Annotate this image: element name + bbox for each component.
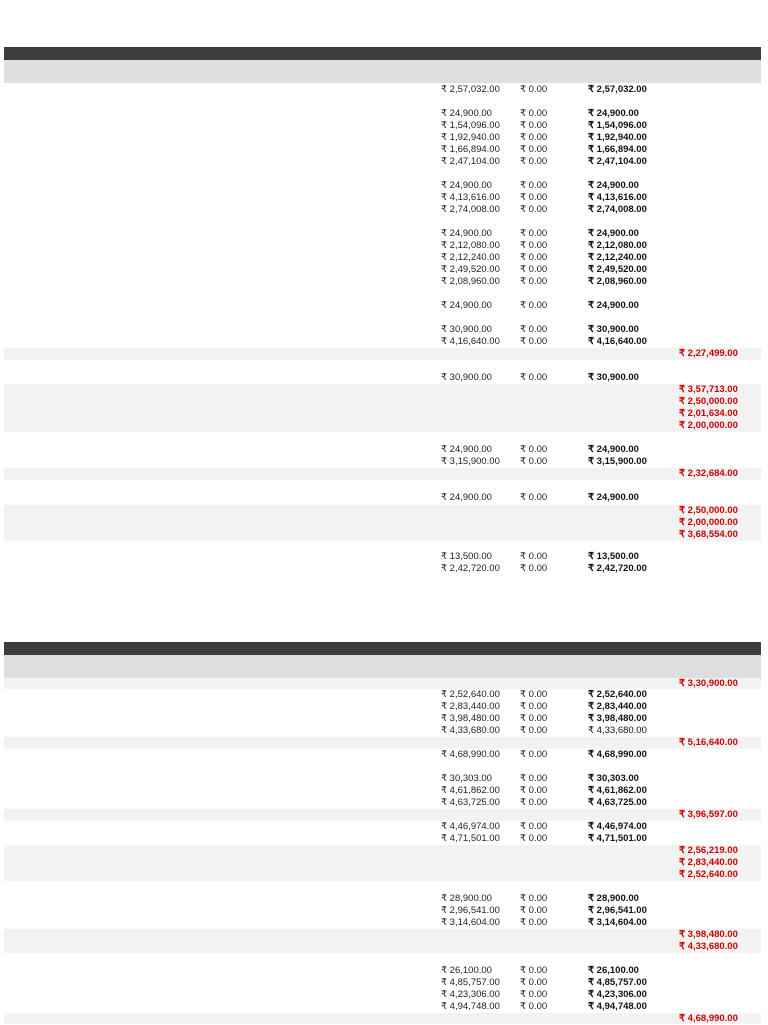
adjustment-cell: ₹ 0.00 (520, 264, 548, 275)
adjustment-cell: ₹ 0.00 (520, 228, 548, 239)
amount-cell: ₹ 3,15,900.00 (441, 456, 500, 467)
total-amount: ₹ 2,27,499.00 (679, 348, 738, 359)
total-amount: ₹ 2,00,000.00 (679, 420, 738, 431)
subtotal-band (4, 845, 761, 881)
net-amount-cell: ₹ 4,63,725.00 (588, 797, 647, 808)
adjustment-cell: ₹ 0.00 (520, 444, 548, 455)
total-amount: ₹ 4,33,680.00 (679, 941, 738, 952)
amount-cell: ₹ 2,12,240.00 (441, 252, 500, 263)
net-amount-cell: ₹ 24,900.00 (588, 444, 639, 455)
total-amount: ₹ 2,56,219.00 (679, 845, 738, 856)
total-amount: ₹ 2,50,000.00 (679, 396, 738, 407)
column-header-row (4, 60, 761, 83)
adjustment-cell: ₹ 0.00 (520, 977, 548, 988)
adjustment-cell: ₹ 0.00 (520, 551, 548, 562)
amount-cell: ₹ 1,54,096.00 (441, 120, 500, 131)
net-amount-cell: ₹ 4,46,974.00 (588, 821, 647, 832)
adjustment-cell: ₹ 0.00 (520, 180, 548, 191)
adjustment-cell: ₹ 0.00 (520, 300, 548, 311)
amount-cell: ₹ 30,303.00 (441, 773, 492, 784)
net-amount-cell: ₹ 4,33,680.00 (588, 725, 647, 736)
net-amount-cell: ₹ 24,900.00 (588, 108, 639, 119)
amount-cell: ₹ 30,900.00 (441, 372, 492, 383)
adjustment-cell: ₹ 0.00 (520, 701, 548, 712)
net-amount-cell: ₹ 2,42,720.00 (588, 563, 647, 574)
amount-cell: ₹ 2,47,104.00 (441, 156, 500, 167)
amount-cell: ₹ 2,49,520.00 (441, 264, 500, 275)
adjustment-cell: ₹ 0.00 (520, 833, 548, 844)
amount-cell: ₹ 4,16,640.00 (441, 336, 500, 347)
subtotal-band (4, 505, 761, 541)
net-amount-cell: ₹ 2,47,104.00 (588, 156, 647, 167)
total-amount: ₹ 2,52,640.00 (679, 869, 738, 880)
adjustment-cell: ₹ 0.00 (520, 324, 548, 335)
subtotal-band (4, 348, 761, 360)
adjustment-cell: ₹ 0.00 (520, 893, 548, 904)
net-amount-cell: ₹ 3,98,480.00 (588, 713, 647, 724)
total-amount: ₹ 2,01,634.00 (679, 408, 738, 419)
net-amount-cell: ₹ 4,68,990.00 (588, 749, 647, 760)
column-header-row (4, 655, 761, 678)
amount-cell: ₹ 4,23,306.00 (441, 989, 500, 1000)
adjustment-cell: ₹ 0.00 (520, 713, 548, 724)
net-amount-cell: ₹ 2,12,080.00 (588, 240, 647, 251)
amount-cell: ₹ 4,61,862.00 (441, 785, 500, 796)
adjustment-cell: ₹ 0.00 (520, 773, 548, 784)
total-amount: ₹ 2,32,684.00 (679, 468, 738, 479)
adjustment-cell: ₹ 0.00 (520, 917, 548, 928)
subtotal-band (4, 384, 761, 432)
amount-cell: ₹ 13,500.00 (441, 551, 492, 562)
net-amount-cell: ₹ 24,900.00 (588, 300, 639, 311)
adjustment-cell: ₹ 0.00 (520, 252, 548, 263)
subtotal-band (4, 468, 761, 480)
adjustment-cell: ₹ 0.00 (520, 905, 548, 916)
amount-cell: ₹ 24,900.00 (441, 180, 492, 191)
adjustment-cell: ₹ 0.00 (520, 689, 548, 700)
adjustment-cell: ₹ 0.00 (520, 336, 548, 347)
adjustment-cell: ₹ 0.00 (520, 1001, 548, 1012)
adjustment-cell: ₹ 0.00 (520, 492, 548, 503)
net-amount-cell: ₹ 13,500.00 (588, 551, 639, 562)
amount-cell: ₹ 2,74,008.00 (441, 204, 500, 215)
net-amount-cell: ₹ 2,08,960.00 (588, 276, 647, 287)
amount-cell: ₹ 24,900.00 (441, 228, 492, 239)
total-amount: ₹ 3,57,713.00 (679, 384, 738, 395)
net-amount-cell: ₹ 4,23,306.00 (588, 989, 647, 1000)
adjustment-cell: ₹ 0.00 (520, 240, 548, 251)
amount-cell: ₹ 4,13,616.00 (441, 192, 500, 203)
adjustment-cell: ₹ 0.00 (520, 785, 548, 796)
adjustment-cell: ₹ 0.00 (520, 192, 548, 203)
amount-cell: ₹ 4,68,990.00 (441, 749, 500, 760)
total-amount: ₹ 3,30,900.00 (679, 678, 738, 689)
adjustment-cell: ₹ 0.00 (520, 456, 548, 467)
amount-cell: ₹ 4,33,680.00 (441, 725, 500, 736)
amount-cell: ₹ 24,900.00 (441, 444, 492, 455)
net-amount-cell: ₹ 2,74,008.00 (588, 204, 647, 215)
net-amount-cell: ₹ 2,52,640.00 (588, 689, 647, 700)
amount-cell: ₹ 4,46,974.00 (441, 821, 500, 832)
total-amount: ₹ 2,50,000.00 (679, 505, 738, 516)
net-amount-cell: ₹ 24,900.00 (588, 180, 639, 191)
net-amount-cell: ₹ 30,303.00 (588, 773, 639, 784)
total-amount: ₹ 3,96,597.00 (679, 809, 738, 820)
amount-cell: ₹ 3,98,480.00 (441, 713, 500, 724)
net-amount-cell: ₹ 24,900.00 (588, 228, 639, 239)
net-amount-cell: ₹ 1,66,894.00 (588, 144, 647, 155)
adjustment-cell: ₹ 0.00 (520, 132, 548, 143)
net-amount-cell: ₹ 30,900.00 (588, 324, 639, 335)
amount-cell: ₹ 1,66,894.00 (441, 144, 500, 155)
adjustment-cell: ₹ 0.00 (520, 725, 548, 736)
net-amount-cell: ₹ 2,83,440.00 (588, 701, 647, 712)
adjustment-cell: ₹ 0.00 (520, 84, 548, 95)
amount-cell: ₹ 24,900.00 (441, 300, 492, 311)
net-amount-cell: ₹ 4,94,748.00 (588, 1001, 647, 1012)
amount-cell: ₹ 24,900.00 (441, 492, 492, 503)
amount-cell: ₹ 4,63,725.00 (441, 797, 500, 808)
adjustment-cell: ₹ 0.00 (520, 821, 548, 832)
adjustment-cell: ₹ 0.00 (520, 965, 548, 976)
amount-cell: ₹ 30,900.00 (441, 324, 492, 335)
total-amount: ₹ 3,98,480.00 (679, 929, 738, 940)
adjustment-cell: ₹ 0.00 (520, 797, 548, 808)
net-amount-cell: ₹ 3,15,900.00 (588, 456, 647, 467)
net-amount-cell: ₹ 3,14,604.00 (588, 917, 647, 928)
amount-cell: ₹ 4,85,757.00 (441, 977, 500, 988)
net-amount-cell: ₹ 4,16,640.00 (588, 336, 647, 347)
net-amount-cell: ₹ 4,13,616.00 (588, 192, 647, 203)
adjustment-cell: ₹ 0.00 (520, 144, 548, 155)
net-amount-cell: ₹ 24,900.00 (588, 492, 639, 503)
amount-cell: ₹ 2,42,720.00 (441, 563, 500, 574)
net-amount-cell: ₹ 4,71,501.00 (588, 833, 647, 844)
net-amount-cell: ₹ 2,49,520.00 (588, 264, 647, 275)
net-amount-cell: ₹ 2,96,541.00 (588, 905, 647, 916)
adjustment-cell: ₹ 0.00 (520, 749, 548, 760)
net-amount-cell: ₹ 28,900.00 (588, 893, 639, 904)
amount-cell: ₹ 2,08,960.00 (441, 276, 500, 287)
subtotal-band (4, 809, 761, 821)
adjustment-cell: ₹ 0.00 (520, 108, 548, 119)
amount-cell: ₹ 26,100.00 (441, 965, 492, 976)
total-amount: ₹ 4,68,990.00 (679, 1013, 738, 1024)
amount-cell: ₹ 4,71,501.00 (441, 833, 500, 844)
subtotal-band (4, 678, 761, 689)
total-amount: ₹ 2,00,000.00 (679, 517, 738, 528)
net-amount-cell: ₹ 30,900.00 (588, 372, 639, 383)
adjustment-cell: ₹ 0.00 (520, 156, 548, 167)
amount-cell: ₹ 2,12,080.00 (441, 240, 500, 251)
total-amount: ₹ 2,83,440.00 (679, 857, 738, 868)
net-amount-cell: ₹ 4,85,757.00 (588, 977, 647, 988)
amount-cell: ₹ 24,900.00 (441, 108, 492, 119)
adjustment-cell: ₹ 0.00 (520, 989, 548, 1000)
subtotal-band (4, 929, 761, 953)
amount-cell: ₹ 1,92,940.00 (441, 132, 500, 143)
net-amount-cell: ₹ 26,100.00 (588, 965, 639, 976)
total-amount: ₹ 5,16,640.00 (679, 737, 738, 748)
adjustment-cell: ₹ 0.00 (520, 120, 548, 131)
section-header-bar (4, 642, 761, 655)
net-amount-cell: ₹ 2,12,240.00 (588, 252, 647, 263)
subtotal-band (4, 1013, 761, 1024)
net-amount-cell: ₹ 4,61,862.00 (588, 785, 647, 796)
amount-cell: ₹ 3,14,604.00 (441, 917, 500, 928)
amount-cell: ₹ 2,83,440.00 (441, 701, 500, 712)
net-amount-cell: ₹ 1,92,940.00 (588, 132, 647, 143)
net-amount-cell: ₹ 1,54,096.00 (588, 120, 647, 131)
amount-cell: ₹ 2,96,541.00 (441, 905, 500, 916)
amount-cell: ₹ 2,57,032.00 (441, 84, 500, 95)
adjustment-cell: ₹ 0.00 (520, 276, 548, 287)
section-header-bar (4, 47, 761, 60)
net-amount-cell: ₹ 2,57,032.00 (588, 84, 647, 95)
adjustment-cell: ₹ 0.00 (520, 204, 548, 215)
adjustment-cell: ₹ 0.00 (520, 372, 548, 383)
adjustment-cell: ₹ 0.00 (520, 563, 548, 574)
amount-cell: ₹ 2,52,640.00 (441, 689, 500, 700)
amount-cell: ₹ 4,94,748.00 (441, 1001, 500, 1012)
amount-cell: ₹ 28,900.00 (441, 893, 492, 904)
total-amount: ₹ 3,68,554.00 (679, 529, 738, 540)
subtotal-band (4, 737, 761, 749)
